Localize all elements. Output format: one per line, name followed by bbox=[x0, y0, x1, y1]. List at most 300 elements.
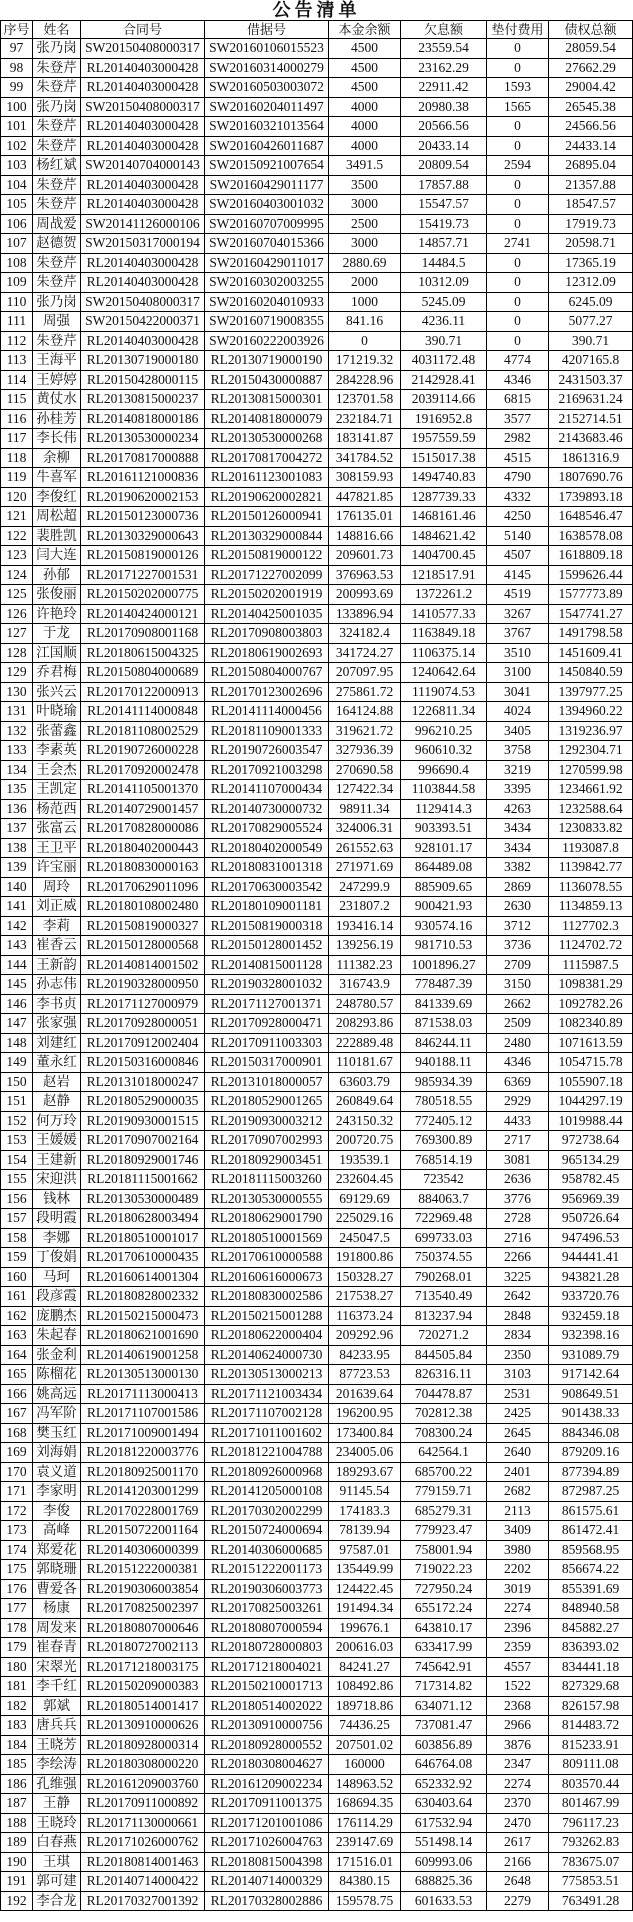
cell-principal-balance: 341724.27 bbox=[329, 644, 401, 664]
page-title: 公告清单 bbox=[272, 0, 361, 20]
cell-interest-owed: 769300.89 bbox=[401, 1131, 487, 1151]
cell-advance-fee: 3150 bbox=[487, 975, 549, 995]
cell-advance-fee: 2113 bbox=[487, 1502, 549, 1522]
cell-name: 牛喜军 bbox=[33, 468, 81, 488]
cell-name: 朱登芹 bbox=[33, 195, 81, 215]
cell-contract-no: RL20180828002332 bbox=[81, 1287, 205, 1307]
cell-principal-balance: 3000 bbox=[329, 195, 401, 215]
table-row bbox=[1, 1287, 633, 1307]
cell-total-claim: 933720.76 bbox=[549, 1287, 633, 1307]
cell-total-claim: 809111.08 bbox=[549, 1755, 633, 1775]
cell-principal-balance: 150328.27 bbox=[329, 1268, 401, 1288]
cell-seq: 156 bbox=[1, 1190, 33, 1210]
cell-advance-fee: 2642 bbox=[487, 1287, 549, 1307]
cell-interest-owed: 1226811.34 bbox=[401, 702, 487, 722]
cell-name: 郭可建 bbox=[33, 1872, 81, 1892]
cell-seq: 172 bbox=[1, 1502, 33, 1522]
cell-name: 袁义道 bbox=[33, 1463, 81, 1483]
cell-advance-fee: 2279 bbox=[487, 1892, 549, 1912]
cell-total-claim: 29004.42 bbox=[549, 78, 633, 98]
cell-loan-no: RL20151222001173 bbox=[205, 1560, 329, 1580]
cell-principal-balance: 176135.01 bbox=[329, 507, 401, 527]
cell-name: 张蕾鑫 bbox=[33, 722, 81, 742]
cell-seq: 142 bbox=[1, 917, 33, 937]
cell-seq: 151 bbox=[1, 1092, 33, 1112]
cell-principal-balance: 271971.69 bbox=[329, 858, 401, 878]
cell-total-claim: 944441.41 bbox=[549, 1248, 633, 1268]
cell-principal-balance: 4500 bbox=[329, 39, 401, 59]
table-row bbox=[1, 1794, 633, 1814]
cell-contract-no: RL20170629011096 bbox=[81, 878, 205, 898]
cell-loan-no: RL20171011001602 bbox=[205, 1424, 329, 1444]
cell-total-claim: 6245.09 bbox=[549, 293, 633, 313]
cell-name: 王凯定 bbox=[33, 780, 81, 800]
cell-loan-no: RL20180510001569 bbox=[205, 1229, 329, 1249]
table-row bbox=[1, 1892, 633, 1912]
cell-name: 王海平 bbox=[33, 351, 81, 371]
cell-total-claim: 859568.95 bbox=[549, 1541, 633, 1561]
cell-interest-owed: 1404700.45 bbox=[401, 546, 487, 566]
cell-principal-balance: 376963.53 bbox=[329, 566, 401, 586]
cell-total-claim: 5077.27 bbox=[549, 312, 633, 332]
cell-seq: 115 bbox=[1, 390, 33, 410]
cell-total-claim: 1861316.9 bbox=[549, 449, 633, 469]
cell-interest-owed: 768514.19 bbox=[401, 1151, 487, 1171]
cell-advance-fee: 0 bbox=[487, 39, 549, 59]
cell-loan-no: RL20180109001181 bbox=[205, 897, 329, 917]
cell-contract-no: RL20131018000247 bbox=[81, 1073, 205, 1093]
cell-contract-no: SW20150408000317 bbox=[81, 98, 205, 118]
cell-advance-fee: 3434 bbox=[487, 819, 549, 839]
cell-name: 于龙 bbox=[33, 624, 81, 644]
cell-advance-fee: 2682 bbox=[487, 1482, 549, 1502]
cell-principal-balance: 239147.69 bbox=[329, 1833, 401, 1853]
cell-interest-owed: 655172.24 bbox=[401, 1599, 487, 1619]
cell-loan-no: RL20130530000555 bbox=[205, 1190, 329, 1210]
cell-advance-fee: 6815 bbox=[487, 390, 549, 410]
cell-principal-balance: 3500 bbox=[329, 176, 401, 196]
cell-contract-no: RL20170920002478 bbox=[81, 761, 205, 781]
cell-total-claim: 18547.57 bbox=[549, 195, 633, 215]
cell-seq: 136 bbox=[1, 800, 33, 820]
table-row bbox=[1, 1268, 633, 1288]
cell-advance-fee: 3019 bbox=[487, 1580, 549, 1600]
cell-loan-no: SW20160719008355 bbox=[205, 312, 329, 332]
cell-total-claim: 1599626.44 bbox=[549, 566, 633, 586]
cell-contract-no: RL20150215000473 bbox=[81, 1307, 205, 1327]
cell-contract-no: RL20161209003760 bbox=[81, 1775, 205, 1795]
cell-principal-balance: 74436.25 bbox=[329, 1716, 401, 1736]
cell-seq: 113 bbox=[1, 351, 33, 371]
cell-name: 崔香云 bbox=[33, 936, 81, 956]
cell-loan-no: RL20140306000685 bbox=[205, 1541, 329, 1561]
cell-principal-balance: 217538.27 bbox=[329, 1287, 401, 1307]
cell-contract-no: RL20180807000646 bbox=[81, 1619, 205, 1639]
cell-principal-balance: 201639.64 bbox=[329, 1385, 401, 1405]
cell-contract-no: RL20130530000489 bbox=[81, 1190, 205, 1210]
cell-contract-no: SW20140704000143 bbox=[81, 156, 205, 176]
cell-name: 周战爱 bbox=[33, 215, 81, 235]
cell-name: 赵德贺 bbox=[33, 234, 81, 254]
cell-total-claim: 801467.99 bbox=[549, 1794, 633, 1814]
cell-name: 叶晓瑜 bbox=[33, 702, 81, 722]
cell-seq: 148 bbox=[1, 1034, 33, 1054]
cell-contract-no: RL20140403000428 bbox=[81, 195, 205, 215]
cell-contract-no: RL20190328000950 bbox=[81, 975, 205, 995]
cell-interest-owed: 779923.47 bbox=[401, 1521, 487, 1541]
table-row bbox=[1, 936, 633, 956]
cell-principal-balance: 234005.06 bbox=[329, 1443, 401, 1463]
table-row bbox=[1, 741, 633, 761]
cell-seq: 103 bbox=[1, 156, 33, 176]
table-row bbox=[1, 1170, 633, 1190]
cell-principal-balance: 183141.87 bbox=[329, 429, 401, 449]
cell-advance-fee: 3712 bbox=[487, 917, 549, 937]
cell-advance-fee: 4790 bbox=[487, 468, 549, 488]
table-row bbox=[1, 176, 633, 196]
cell-loan-no: RL20170817004272 bbox=[205, 449, 329, 469]
cell-principal-balance: 191800.86 bbox=[329, 1248, 401, 1268]
cell-total-claim: 17919.73 bbox=[549, 215, 633, 235]
cell-contract-no: RL20150722001164 bbox=[81, 1521, 205, 1541]
cell-contract-no: RL20170327001392 bbox=[81, 1892, 205, 1912]
cell-seq: 107 bbox=[1, 234, 33, 254]
cell-interest-owed: 646764.08 bbox=[401, 1755, 487, 1775]
cell-advance-fee: 1565 bbox=[487, 98, 549, 118]
cell-seq: 122 bbox=[1, 527, 33, 547]
cell-contract-no: RL20190726000228 bbox=[81, 741, 205, 761]
cell-name: 刘建红 bbox=[33, 1034, 81, 1054]
cell-interest-owed: 10312.09 bbox=[401, 273, 487, 293]
cell-seq: 153 bbox=[1, 1131, 33, 1151]
cell-contract-no: RL20180814001463 bbox=[81, 1853, 205, 1873]
cell-principal-balance: 222889.48 bbox=[329, 1034, 401, 1054]
header-loan-no: 借据号 bbox=[205, 21, 329, 39]
cell-name: 王晓玲 bbox=[33, 1814, 81, 1834]
cell-loan-no: RL20171201001086 bbox=[205, 1814, 329, 1834]
cell-name: 张乃岗 bbox=[33, 98, 81, 118]
cell-principal-balance: 123701.58 bbox=[329, 390, 401, 410]
cell-contract-no: RL20170610000435 bbox=[81, 1248, 205, 1268]
cell-total-claim: 861575.61 bbox=[549, 1502, 633, 1522]
cell-interest-owed: 22911.42 bbox=[401, 78, 487, 98]
cell-advance-fee: 2648 bbox=[487, 1872, 549, 1892]
cell-contract-no: RL20130329000643 bbox=[81, 527, 205, 547]
cell-advance-fee: 5140 bbox=[487, 527, 549, 547]
cell-advance-fee: 0 bbox=[487, 312, 549, 332]
cell-seq: 184 bbox=[1, 1736, 33, 1756]
cell-advance-fee: 4515 bbox=[487, 449, 549, 469]
cell-contract-no: RL20181115001662 bbox=[81, 1170, 205, 1190]
cell-principal-balance: 248780.57 bbox=[329, 995, 401, 1015]
cell-advance-fee: 3395 bbox=[487, 780, 549, 800]
cell-advance-fee: 3736 bbox=[487, 936, 549, 956]
cell-loan-no: RL20140818000079 bbox=[205, 410, 329, 430]
cell-contract-no: RL20190306003854 bbox=[81, 1580, 205, 1600]
cell-name: 杨红斌 bbox=[33, 156, 81, 176]
cell-advance-fee: 3758 bbox=[487, 741, 549, 761]
cell-name: 朱登芹 bbox=[33, 78, 81, 98]
table-row bbox=[1, 1814, 633, 1834]
cell-advance-fee: 0 bbox=[487, 293, 549, 313]
cell-contract-no: RL20140403000428 bbox=[81, 254, 205, 274]
cell-loan-no: RL20181115003260 bbox=[205, 1170, 329, 1190]
cell-interest-owed: 1494740.83 bbox=[401, 468, 487, 488]
cell-principal-balance: 116373.24 bbox=[329, 1307, 401, 1327]
cell-seq: 106 bbox=[1, 215, 33, 235]
cell-contract-no: RL20170228001769 bbox=[81, 1502, 205, 1522]
cell-name: 朱登芹 bbox=[33, 59, 81, 79]
cell-seq: 101 bbox=[1, 117, 33, 137]
cell-total-claim: 1044297.19 bbox=[549, 1092, 633, 1112]
cell-seq: 121 bbox=[1, 507, 33, 527]
cell-interest-owed: 643810.17 bbox=[401, 1619, 487, 1639]
cell-interest-owed: 713540.49 bbox=[401, 1287, 487, 1307]
cell-name: 李俊红 bbox=[33, 488, 81, 508]
cell-loan-no: RL20171218004021 bbox=[205, 1658, 329, 1678]
cell-loan-no: SW20160707009995 bbox=[205, 215, 329, 235]
cell-advance-fee: 4263 bbox=[487, 800, 549, 820]
cell-principal-balance: 2000 bbox=[329, 273, 401, 293]
header-contract-no: 合同号 bbox=[81, 21, 205, 39]
cell-loan-no: RL20170825003261 bbox=[205, 1599, 329, 1619]
cell-loan-no: RL20161123001083 bbox=[205, 468, 329, 488]
cell-principal-balance: 3491.5 bbox=[329, 156, 401, 176]
table-row bbox=[1, 917, 633, 937]
cell-advance-fee: 2640 bbox=[487, 1443, 549, 1463]
cell-contract-no: RL20171026000762 bbox=[81, 1833, 205, 1853]
cell-interest-owed: 642564.1 bbox=[401, 1443, 487, 1463]
cell-advance-fee: 1593 bbox=[487, 78, 549, 98]
cell-contract-no: SW20150422000371 bbox=[81, 312, 205, 332]
cell-principal-balance: 200616.03 bbox=[329, 1638, 401, 1658]
cell-interest-owed: 1468161.46 bbox=[401, 507, 487, 527]
cell-interest-owed: 1218517.91 bbox=[401, 566, 487, 586]
cell-total-claim: 1098381.29 bbox=[549, 975, 633, 995]
cell-loan-no: RL20180514002022 bbox=[205, 1697, 329, 1717]
cell-advance-fee: 2370 bbox=[487, 1794, 549, 1814]
cell-interest-owed: 737081.47 bbox=[401, 1716, 487, 1736]
cell-advance-fee: 1522 bbox=[487, 1677, 549, 1697]
cell-name: 李合龙 bbox=[33, 1892, 81, 1912]
cell-seq: 163 bbox=[1, 1326, 33, 1346]
cell-contract-no: RL20180510001017 bbox=[81, 1229, 205, 1249]
cell-interest-owed: 1103844.58 bbox=[401, 780, 487, 800]
cell-loan-no: RL20180622000404 bbox=[205, 1326, 329, 1346]
table-row bbox=[1, 858, 633, 878]
cell-total-claim: 908649.51 bbox=[549, 1385, 633, 1405]
cell-principal-balance: 4000 bbox=[329, 98, 401, 118]
cell-advance-fee: 2929 bbox=[487, 1092, 549, 1112]
table-row bbox=[1, 390, 633, 410]
cell-name: 李俊 bbox=[33, 1502, 81, 1522]
cell-principal-balance: 176114.29 bbox=[329, 1814, 401, 1834]
cell-advance-fee: 0 bbox=[487, 117, 549, 137]
cell-principal-balance: 174183.3 bbox=[329, 1502, 401, 1522]
cell-interest-owed: 846244.11 bbox=[401, 1034, 487, 1054]
cell-contract-no: RL20180925001170 bbox=[81, 1463, 205, 1483]
cell-advance-fee: 2509 bbox=[487, 1014, 549, 1034]
cell-contract-no: RL20130910000626 bbox=[81, 1716, 205, 1736]
cell-interest-owed: 1240642.64 bbox=[401, 663, 487, 683]
cell-loan-no: RL20170302002299 bbox=[205, 1502, 329, 1522]
cell-name: 周松超 bbox=[33, 507, 81, 527]
cell-interest-owed: 17857.88 bbox=[401, 176, 487, 196]
cell-name: 朱起春 bbox=[33, 1326, 81, 1346]
cell-advance-fee: 2396 bbox=[487, 1619, 549, 1639]
cell-loan-no: RL20180830002586 bbox=[205, 1287, 329, 1307]
cell-loan-no: RL20180831001318 bbox=[205, 858, 329, 878]
cell-name: 王静 bbox=[33, 1794, 81, 1814]
cell-contract-no: RL20141203001299 bbox=[81, 1482, 205, 1502]
table-row bbox=[1, 1365, 633, 1385]
cell-principal-balance: 84241.27 bbox=[329, 1658, 401, 1678]
cell-total-claim: 1092782.26 bbox=[549, 995, 633, 1015]
cell-total-claim: 2169631.24 bbox=[549, 390, 633, 410]
cell-advance-fee: 2982 bbox=[487, 429, 549, 449]
table-row bbox=[1, 1502, 633, 1522]
cell-total-claim: 956969.39 bbox=[549, 1190, 633, 1210]
cell-contract-no: RL20170912002404 bbox=[81, 1034, 205, 1054]
cell-total-claim: 943821.28 bbox=[549, 1268, 633, 1288]
table-row bbox=[1, 1190, 633, 1210]
cell-name: 冯军阶 bbox=[33, 1404, 81, 1424]
cell-seq: 141 bbox=[1, 897, 33, 917]
table-row bbox=[1, 1521, 633, 1541]
cell-name: 周发来 bbox=[33, 1619, 81, 1639]
cell-name: 曹爱各 bbox=[33, 1580, 81, 1600]
cell-loan-no: RL20150317000901 bbox=[205, 1053, 329, 1073]
cell-seq: 146 bbox=[1, 995, 33, 1015]
cell-principal-balance: 108492.86 bbox=[329, 1677, 401, 1697]
cell-seq: 128 bbox=[1, 644, 33, 664]
cell-advance-fee: 2274 bbox=[487, 1599, 549, 1619]
cell-principal-balance: 91145.54 bbox=[329, 1482, 401, 1502]
cell-contract-no: RL20170907002164 bbox=[81, 1131, 205, 1151]
cell-loan-no: RL20190306003773 bbox=[205, 1580, 329, 1600]
table-row bbox=[1, 566, 633, 586]
cell-loan-no: RL20170610000588 bbox=[205, 1248, 329, 1268]
cell-interest-owed: 4236.11 bbox=[401, 312, 487, 332]
cell-seq: 137 bbox=[1, 819, 33, 839]
cell-contract-no: RL20180621001690 bbox=[81, 1326, 205, 1346]
cell-advance-fee: 2425 bbox=[487, 1404, 549, 1424]
cell-advance-fee: 0 bbox=[487, 273, 549, 293]
cell-contract-no: RL20130719000180 bbox=[81, 351, 205, 371]
cell-interest-owed: 720271.2 bbox=[401, 1326, 487, 1346]
table-row bbox=[1, 215, 633, 235]
cell-principal-balance: 127422.34 bbox=[329, 780, 401, 800]
cell-total-claim: 1115987.5 bbox=[549, 956, 633, 976]
cell-interest-owed: 20433.14 bbox=[401, 137, 487, 157]
cell-principal-balance: 2880.69 bbox=[329, 254, 401, 274]
cell-loan-no: RL20180928000552 bbox=[205, 1736, 329, 1756]
cell-interest-owed: 903393.51 bbox=[401, 819, 487, 839]
cell-total-claim: 861472.41 bbox=[549, 1521, 633, 1541]
cell-principal-balance: 319621.72 bbox=[329, 722, 401, 742]
cell-loan-no: RL20170630003542 bbox=[205, 878, 329, 898]
table-row bbox=[1, 1385, 633, 1405]
cell-interest-owed: 20809.54 bbox=[401, 156, 487, 176]
cell-seq: 189 bbox=[1, 1833, 33, 1853]
table-row bbox=[1, 663, 633, 683]
cell-seq: 98 bbox=[1, 59, 33, 79]
cell-loan-no: RL20141114000456 bbox=[205, 702, 329, 722]
cell-contract-no: RL20171218003175 bbox=[81, 1658, 205, 1678]
cell-seq: 139 bbox=[1, 858, 33, 878]
cell-total-claim: 21357.88 bbox=[549, 176, 633, 196]
cell-interest-owed: 772405.12 bbox=[401, 1112, 487, 1132]
cell-total-claim: 27662.29 bbox=[549, 59, 633, 79]
cell-principal-balance: 3000 bbox=[329, 234, 401, 254]
cell-principal-balance: 260849.64 bbox=[329, 1092, 401, 1112]
cell-advance-fee: 4346 bbox=[487, 371, 549, 391]
table-row bbox=[1, 1443, 633, 1463]
cell-interest-owed: 4031172.48 bbox=[401, 351, 487, 371]
cell-seq: 167 bbox=[1, 1404, 33, 1424]
cell-loan-no: RL20171127001371 bbox=[205, 995, 329, 1015]
cell-contract-no: RL20170928000051 bbox=[81, 1014, 205, 1034]
cell-loan-no: RL20170911001375 bbox=[205, 1794, 329, 1814]
table-row bbox=[1, 722, 633, 742]
cell-interest-owed: 826316.11 bbox=[401, 1365, 487, 1385]
cell-total-claim: 17365.19 bbox=[549, 254, 633, 274]
cell-advance-fee: 2359 bbox=[487, 1638, 549, 1658]
cell-interest-owed: 1515017.38 bbox=[401, 449, 487, 469]
table-row bbox=[1, 1736, 633, 1756]
cell-principal-balance: 84233.95 bbox=[329, 1346, 401, 1366]
cell-seq: 144 bbox=[1, 956, 33, 976]
cell-loan-no: SW20160106015523 bbox=[205, 39, 329, 59]
cell-advance-fee: 2350 bbox=[487, 1346, 549, 1366]
cell-contract-no: RL20150316000846 bbox=[81, 1053, 205, 1073]
cell-principal-balance: 78139.94 bbox=[329, 1521, 401, 1541]
cell-contract-no: RL20140818000186 bbox=[81, 410, 205, 430]
cell-loan-no: RL20150128001452 bbox=[205, 936, 329, 956]
cell-name: 孙桂芳 bbox=[33, 410, 81, 430]
cell-interest-owed: 601633.53 bbox=[401, 1892, 487, 1912]
cell-advance-fee: 0 bbox=[487, 137, 549, 157]
table-row bbox=[1, 137, 633, 157]
cell-loan-no: RL20171121003434 bbox=[205, 1385, 329, 1405]
cell-advance-fee: 4332 bbox=[487, 488, 549, 508]
cell-loan-no: RL20190726003547 bbox=[205, 741, 329, 761]
cell-contract-no: RL20160614001304 bbox=[81, 1268, 205, 1288]
cell-advance-fee: 2728 bbox=[487, 1209, 549, 1229]
cell-contract-no: RL20140403000428 bbox=[81, 332, 205, 352]
cell-loan-no: RL20150210001713 bbox=[205, 1677, 329, 1697]
table-row bbox=[1, 1248, 633, 1268]
table-row bbox=[1, 780, 633, 800]
cell-principal-balance: 160000 bbox=[329, 1755, 401, 1775]
cell-advance-fee: 2274 bbox=[487, 1775, 549, 1795]
cell-contract-no: RL20150819000126 bbox=[81, 546, 205, 566]
table-row bbox=[1, 1716, 633, 1736]
cell-principal-balance: 200993.69 bbox=[329, 585, 401, 605]
cell-name: 朱登芹 bbox=[33, 254, 81, 274]
cell-interest-owed: 390.71 bbox=[401, 332, 487, 352]
cell-total-claim: 1071613.59 bbox=[549, 1034, 633, 1054]
cell-principal-balance: 275861.72 bbox=[329, 683, 401, 703]
cell-seq: 152 bbox=[1, 1112, 33, 1132]
cell-loan-no: RL20140730000732 bbox=[205, 800, 329, 820]
cell-total-claim: 877394.89 bbox=[549, 1463, 633, 1483]
table-row bbox=[1, 371, 633, 391]
cell-contract-no: RL20140403000428 bbox=[81, 117, 205, 137]
table-row bbox=[1, 1677, 633, 1697]
cell-total-claim: 1124702.72 bbox=[549, 936, 633, 956]
cell-principal-balance: 209292.96 bbox=[329, 1326, 401, 1346]
